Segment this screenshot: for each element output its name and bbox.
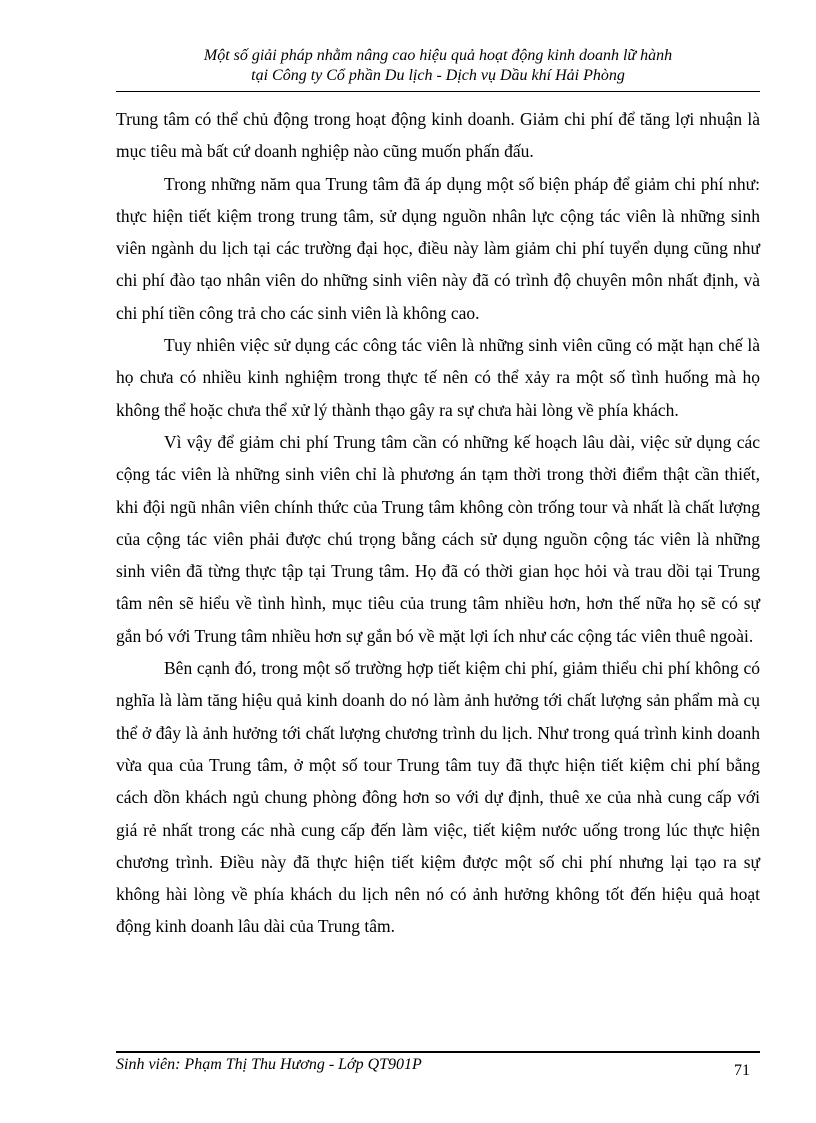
paragraph: Vì vậy để giảm chi phí Trung tâm cần có những kế hoạch lâu dài, việc sử dụng các cộng tác viên là những sinh viên chỉ là phương án tạm thời trong thời điểm thật cần thiết, khi đội ngũ nhân viên chính thức của Trung tâm không còn trống tour và nhất là chất lượng của cộng tác viên phải được chú trọng bằng cách sử dụng nguồn cộng tác viên là những sinh viên đã từng thực tập tại Trung tâm. Họ đã có thời gian học hỏi và trau dồi tại Trung tâm nên sẽ hiểu về tình hình, mục tiêu của trung tâm nhiều hơn, hơn thế nữa họ sẽ có sự gắn bó với Trung tâm nhiều hơn sự gắn bó về mặt lợi ích như các cộng tác viên thuê ngoài. xyxy=(116,431,760,646)
paragraph: Bên cạnh đó, trong một số trường hợp tiết kiệm chi phí, giảm thiểu chi phí không có nghĩa là làm tăng hiệu quả kinh doanh do nó làm ảnh hưởng tới chất lượng sản phẩm mà cụ thể ở đây là ảnh hưởng tới chất lượng chương trình du lịch. Như trong quá trình kinh doanh vừa qua của Trung tâm, ở một số tour Trung tâm tuy đã thực hiện tiết kiệm chi phí bằng cách dồn khách ngủ chung phòng đông hơn so với dự định, thuê xe của nhà cung cấp với giá rẻ nhất trong các nhà cung cấp đến làm việc, tiết kiệm nước uống trong lúc thực hiện chương trình. Điều này đã thực hiện tiết kiệm được một số chi phí nhưng lại tạo ra sự không hài lòng về phía khách du lịch nên nó có ảnh hưởng không tốt đến hiệu quả hoạt động kinh doanh lâu dài của Trung tâm. xyxy=(116,658,760,937)
paragraph: Trung tâm có thể chủ động trong hoạt động kinh doanh. Giảm chi phí để tăng lợi nhuận là mục tiêu mà bất cứ doanh nghiệp nào cũng muốn phấn đấu. xyxy=(116,109,760,162)
footer-divider xyxy=(116,1051,760,1053)
footer-student-info: Sinh viên: Phạm Thị Thu Hương - Lớp QT901P xyxy=(116,1056,422,1073)
header-title-line-2: tại Công ty Cổ phần Du lịch - Dịch vụ Dầu khí Hải Phòng xyxy=(251,67,625,84)
header-title-line-1: Một số giải pháp nhằm nâng cao hiệu quả hoạt động kinh doanh lữ hành xyxy=(203,47,673,64)
page-header xyxy=(116,46,760,86)
paragraph: Trong những năm qua Trung tâm đã áp dụng một số biện pháp để giảm chi phí như: thực hiện tiết kiệm trong trung tâm, sử dụng nguồn nhân lực cộng tác viên là những sinh viên ngành du lịch tại các trường đại học, điều này làm giảm chi phí tuyển dụng cũng như chi phí đào tạo nhân viên do những sinh viên này đã có trình độ chuyên môn nhất định, và chi phí tiền công trả cho các sinh viên là không cao. xyxy=(116,173,760,323)
header-divider xyxy=(116,91,760,92)
paragraph: Tuy nhiên việc sử dụng các công tác viên là những sinh viên cũng có mặt hạn chế là họ chưa có nhiều kinh nghiệm trong thực tế nên có thể xảy ra một số tình huống mà họ không thể hoặc chưa thể xử lý thành thạo gây ra sự chưa hài lòng về phía khách. xyxy=(116,335,760,420)
document-body xyxy=(116,103,760,943)
page-number: 71 xyxy=(734,1062,750,1079)
